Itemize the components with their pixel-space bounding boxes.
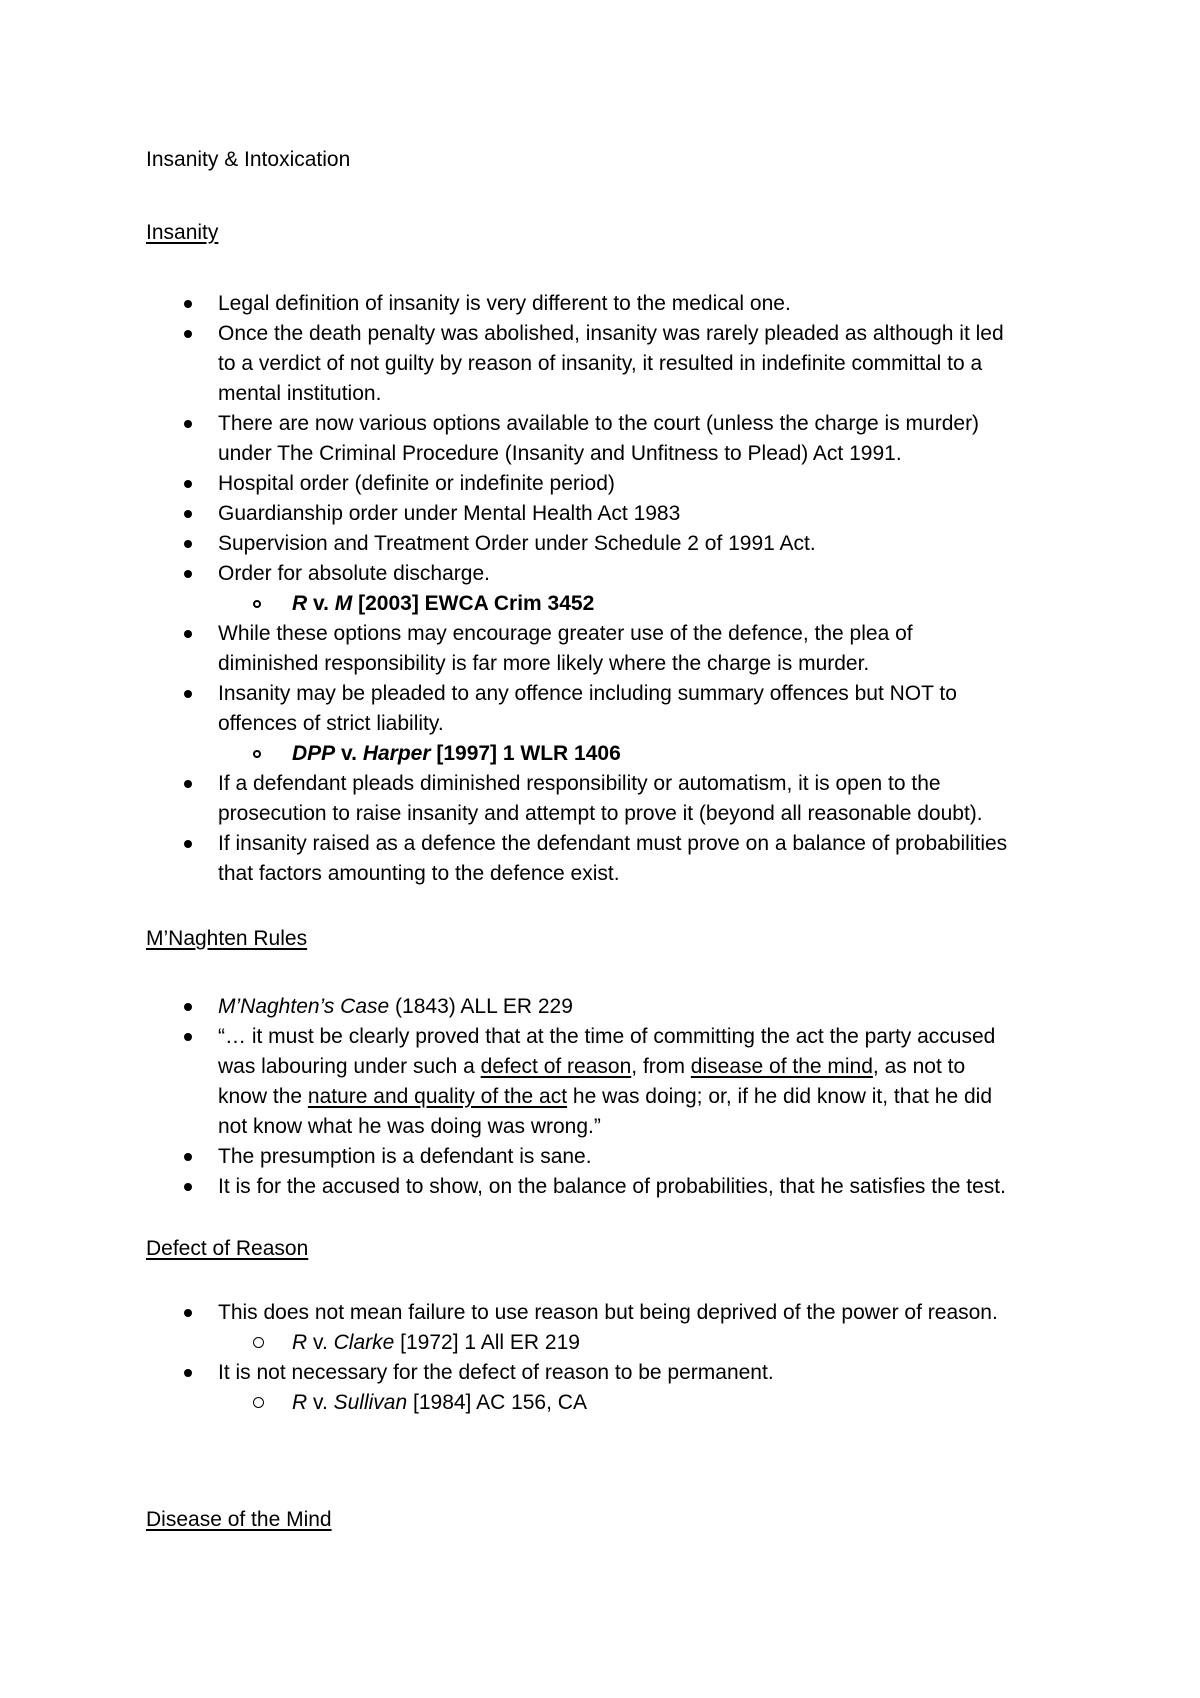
case-reference: [1997] 1 WLR 1406 bbox=[430, 742, 621, 765]
heading-insanity: Insanity bbox=[146, 221, 219, 244]
case-reference: (1843) ALL ER 229 bbox=[389, 995, 573, 1018]
mnaghten-bullet-3: The presumption is a defendant is sane. bbox=[218, 1145, 592, 1168]
insanity-bullet-3-line-2: under The Criminal Procedure (Insanity and Unfitness to Plead) Act 1991. bbox=[218, 442, 902, 465]
insanity-bullet-5: Guardianship order under Mental Health Act 1983 bbox=[218, 502, 681, 525]
insanity-bullet-9-line-2: offences of strict liability. bbox=[218, 712, 444, 735]
insanity-bullet-6: Supervision and Treatment Order under Schedule 2 of 1991 Act. bbox=[218, 532, 816, 555]
quote-emphasis: defect of reason bbox=[480, 1055, 632, 1078]
quote-text: know the bbox=[218, 1085, 308, 1108]
case-citation-r-v-m bbox=[292, 589, 594, 619]
insanity-bullet-3-line-1: There are now various options available to the court (unless the charge is murder) bbox=[218, 412, 980, 435]
case-reference: [2003] EWCA Crim 3452 bbox=[352, 592, 595, 615]
sub-bullet-icon bbox=[253, 1397, 264, 1408]
bullet-icon bbox=[184, 300, 192, 308]
case-party: M bbox=[334, 592, 353, 615]
quote-text: was labouring under such a bbox=[218, 1055, 481, 1078]
case-party: R bbox=[292, 592, 308, 615]
case-party: R bbox=[292, 1331, 308, 1354]
case-party: Sullivan bbox=[333, 1391, 408, 1414]
insanity-bullet-7: Order for absolute discharge. bbox=[218, 562, 490, 585]
quote-text: he was doing; or, if he did know it, that he did bbox=[567, 1085, 993, 1108]
case-versus: v. bbox=[335, 742, 363, 765]
insanity-bullet-2-line-3: mental institution. bbox=[218, 382, 382, 405]
insanity-bullet-1: Legal definition of insanity is very different to the medical one. bbox=[218, 292, 791, 315]
bullet-icon bbox=[184, 840, 192, 848]
insanity-bullet-9-line-1: Insanity may be pleaded to any offence including summary offences but NOT to bbox=[218, 682, 957, 705]
mnaghten-quote-line-4: not know what he was doing was wrong.” bbox=[218, 1115, 601, 1138]
defect-bullet-1: This does not mean failure to use reason but being deprived of the power of reason. bbox=[218, 1301, 998, 1324]
case-reference: [1984] AC 156, CA bbox=[407, 1391, 587, 1414]
bullet-icon bbox=[184, 540, 192, 548]
case-party: Clarke bbox=[333, 1331, 395, 1354]
quote-text: , from bbox=[631, 1055, 691, 1078]
mnaghten-quote-line-3 bbox=[218, 1082, 992, 1112]
bullet-icon bbox=[184, 1183, 192, 1191]
insanity-bullet-8-line-1: While these options may encourage greater use of the defence, the plea of bbox=[218, 622, 913, 645]
insanity-bullet-10-line-2: prosecution to raise insanity and attempt to prove it (beyond all reasonable doubt). bbox=[218, 802, 983, 825]
bullet-icon bbox=[184, 1003, 192, 1011]
bullet-icon bbox=[184, 510, 192, 518]
sub-bullet-icon bbox=[253, 600, 261, 608]
insanity-bullet-10-line-1: If a defendant pleads diminished responsibility or automatism, it is open to the bbox=[218, 772, 941, 795]
heading-mnaghten-rules: M’Naghten Rules bbox=[146, 927, 308, 950]
bullet-icon bbox=[184, 420, 192, 428]
insanity-bullet-2-line-2: to a verdict of not guilty by reason of insanity, it resulted in indefinite committal to a bbox=[218, 352, 983, 375]
bullet-icon bbox=[184, 690, 192, 698]
case-citation-r-v-clarke bbox=[292, 1328, 580, 1358]
case-versus: v. bbox=[307, 1331, 334, 1354]
bullet-icon bbox=[184, 1309, 192, 1317]
defect-bullet-2: It is not necessary for the defect of reason to be permanent. bbox=[218, 1361, 774, 1384]
mnaghten-case bbox=[218, 992, 573, 1022]
quote-text: , as not to bbox=[872, 1055, 966, 1078]
case-citation-dpp-v-harper bbox=[292, 739, 621, 769]
case-party: DPP bbox=[292, 742, 336, 765]
bullet-icon bbox=[184, 330, 192, 338]
bullet-icon bbox=[184, 630, 192, 638]
insanity-bullet-4: Hospital order (definite or indefinite period) bbox=[218, 472, 615, 495]
bullet-icon bbox=[184, 1153, 192, 1161]
mnaghten-quote-line-2 bbox=[218, 1052, 965, 1082]
bullet-icon bbox=[184, 780, 192, 788]
bullet-icon bbox=[184, 570, 192, 578]
case-name: M’Naghten’s Case bbox=[218, 995, 390, 1018]
insanity-bullet-2-line-1: Once the death penalty was abolished, insanity was rarely pleaded as although it led bbox=[218, 322, 1004, 345]
bullet-icon bbox=[184, 1033, 192, 1041]
case-party: R bbox=[292, 1391, 308, 1414]
quote-emphasis: disease of the mind bbox=[690, 1055, 873, 1078]
insanity-bullet-11-line-2: that factors amounting to the defence exist. bbox=[218, 862, 620, 885]
insanity-bullet-11-line-1: If insanity raised as a defence the defendant must prove on a balance of probabilities bbox=[218, 832, 1008, 855]
case-versus: v. bbox=[307, 592, 335, 615]
mnaghten-bullet-4: It is for the accused to show, on the balance of probabilities, that he satisfies the test. bbox=[218, 1175, 1006, 1198]
case-reference: [1972] 1 All ER 219 bbox=[394, 1331, 580, 1354]
heading-disease-of-the-mind: Disease of the Mind bbox=[146, 1508, 332, 1531]
case-citation-r-v-sullivan bbox=[292, 1388, 587, 1418]
heading-defect-of-reason: Defect of Reason bbox=[146, 1237, 309, 1260]
insanity-bullet-8-line-2: diminished responsibility is far more likely where the charge is murder. bbox=[218, 652, 870, 675]
case-party: Harper bbox=[362, 742, 431, 765]
sub-bullet-icon bbox=[253, 1337, 264, 1348]
bullet-icon bbox=[184, 480, 192, 488]
mnaghten-quote-line-1: “… it must be clearly proved that at the time of committing the act the party accused bbox=[218, 1025, 996, 1048]
bullet-icon bbox=[184, 1369, 192, 1377]
document-title: Insanity & Intoxication bbox=[146, 148, 351, 171]
case-versus: v. bbox=[307, 1391, 334, 1414]
quote-emphasis: nature and quality of the act bbox=[307, 1085, 568, 1108]
sub-bullet-icon bbox=[253, 750, 261, 758]
